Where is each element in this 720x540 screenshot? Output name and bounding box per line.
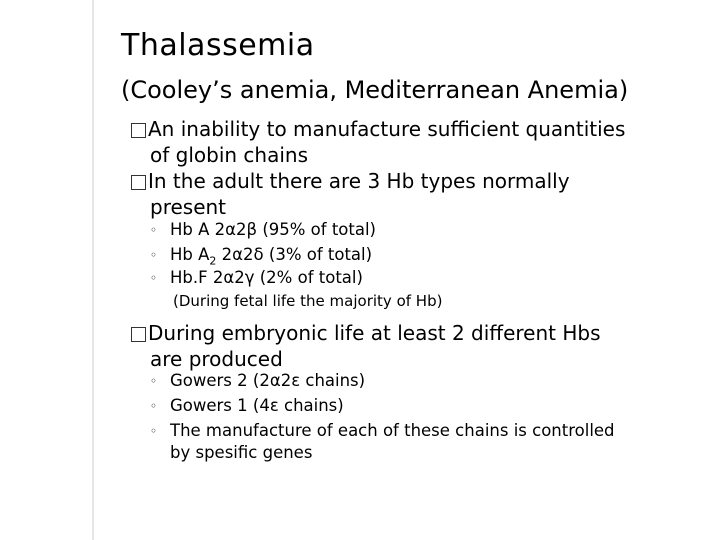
bullet-text-line2: present bbox=[150, 195, 227, 219]
hb-a2-share: 2α2δ (3% of total) bbox=[221, 245, 373, 264]
hb-f-label: Hb.F 2α2γ bbox=[170, 268, 255, 287]
genes-text-line1: The manufacture of each of these chains is controlled bbox=[170, 421, 615, 440]
genes-text-line2: by spesific genes bbox=[170, 443, 313, 462]
bullet-text-line1: In the adult there are 3 Hb types normally bbox=[148, 169, 570, 193]
sub-bullet-icon: ◦ bbox=[150, 271, 158, 285]
hb-a-label: Hb A 2α2β bbox=[170, 220, 258, 239]
gowers-1-text: Gowers 1 (4ε chains) bbox=[170, 396, 344, 415]
bullet-text-line1: An inability to manufacture sufficient quantities bbox=[148, 117, 626, 141]
hb-f-share: (2% of total) bbox=[259, 268, 363, 287]
bullet-box-icon bbox=[131, 123, 146, 138]
sub-item-gowers-2 bbox=[150, 370, 365, 392]
sub-bullet-icon: ◦ bbox=[150, 223, 158, 237]
hb-a-share: (95% of total) bbox=[262, 220, 376, 239]
bullet-embryonic bbox=[131, 320, 601, 372]
bullet-inability bbox=[131, 116, 625, 168]
bullet-text-line2: are produced bbox=[150, 347, 283, 371]
bullet-adult-types bbox=[131, 168, 570, 220]
sub-item-gowers-1 bbox=[150, 395, 344, 417]
sub-item-hb-a bbox=[150, 219, 376, 241]
sub-bullet-icon: ◦ bbox=[150, 399, 158, 413]
sub-item-hb-f bbox=[150, 267, 363, 289]
gowers-2-text: Gowers 2 (2α2ε chains) bbox=[170, 371, 366, 390]
sub-bullet-icon: ◦ bbox=[150, 374, 158, 388]
slide-left-rule bbox=[92, 0, 94, 540]
slide-subtitle: (Cooley’s anemia, Mediterranean Anemia) bbox=[121, 76, 629, 104]
bullet-box-icon bbox=[131, 327, 146, 342]
fetal-note: (During fetal life the majority of Hb) bbox=[173, 292, 443, 310]
sub-item-genes bbox=[150, 420, 615, 464]
bullet-box-icon bbox=[131, 175, 146, 190]
hb-a2-label: Hb A bbox=[170, 245, 210, 264]
bullet-text-line2: of globin chains bbox=[150, 143, 308, 167]
sub-bullet-icon: ◦ bbox=[150, 248, 158, 262]
sub-bullet-icon: ◦ bbox=[150, 424, 158, 438]
bullet-text-line1: During embryonic life at least 2 different Hbs bbox=[148, 321, 601, 345]
hb-a2-subscript: 2 bbox=[209, 254, 217, 268]
slide-title: Thalassemia bbox=[121, 28, 315, 63]
